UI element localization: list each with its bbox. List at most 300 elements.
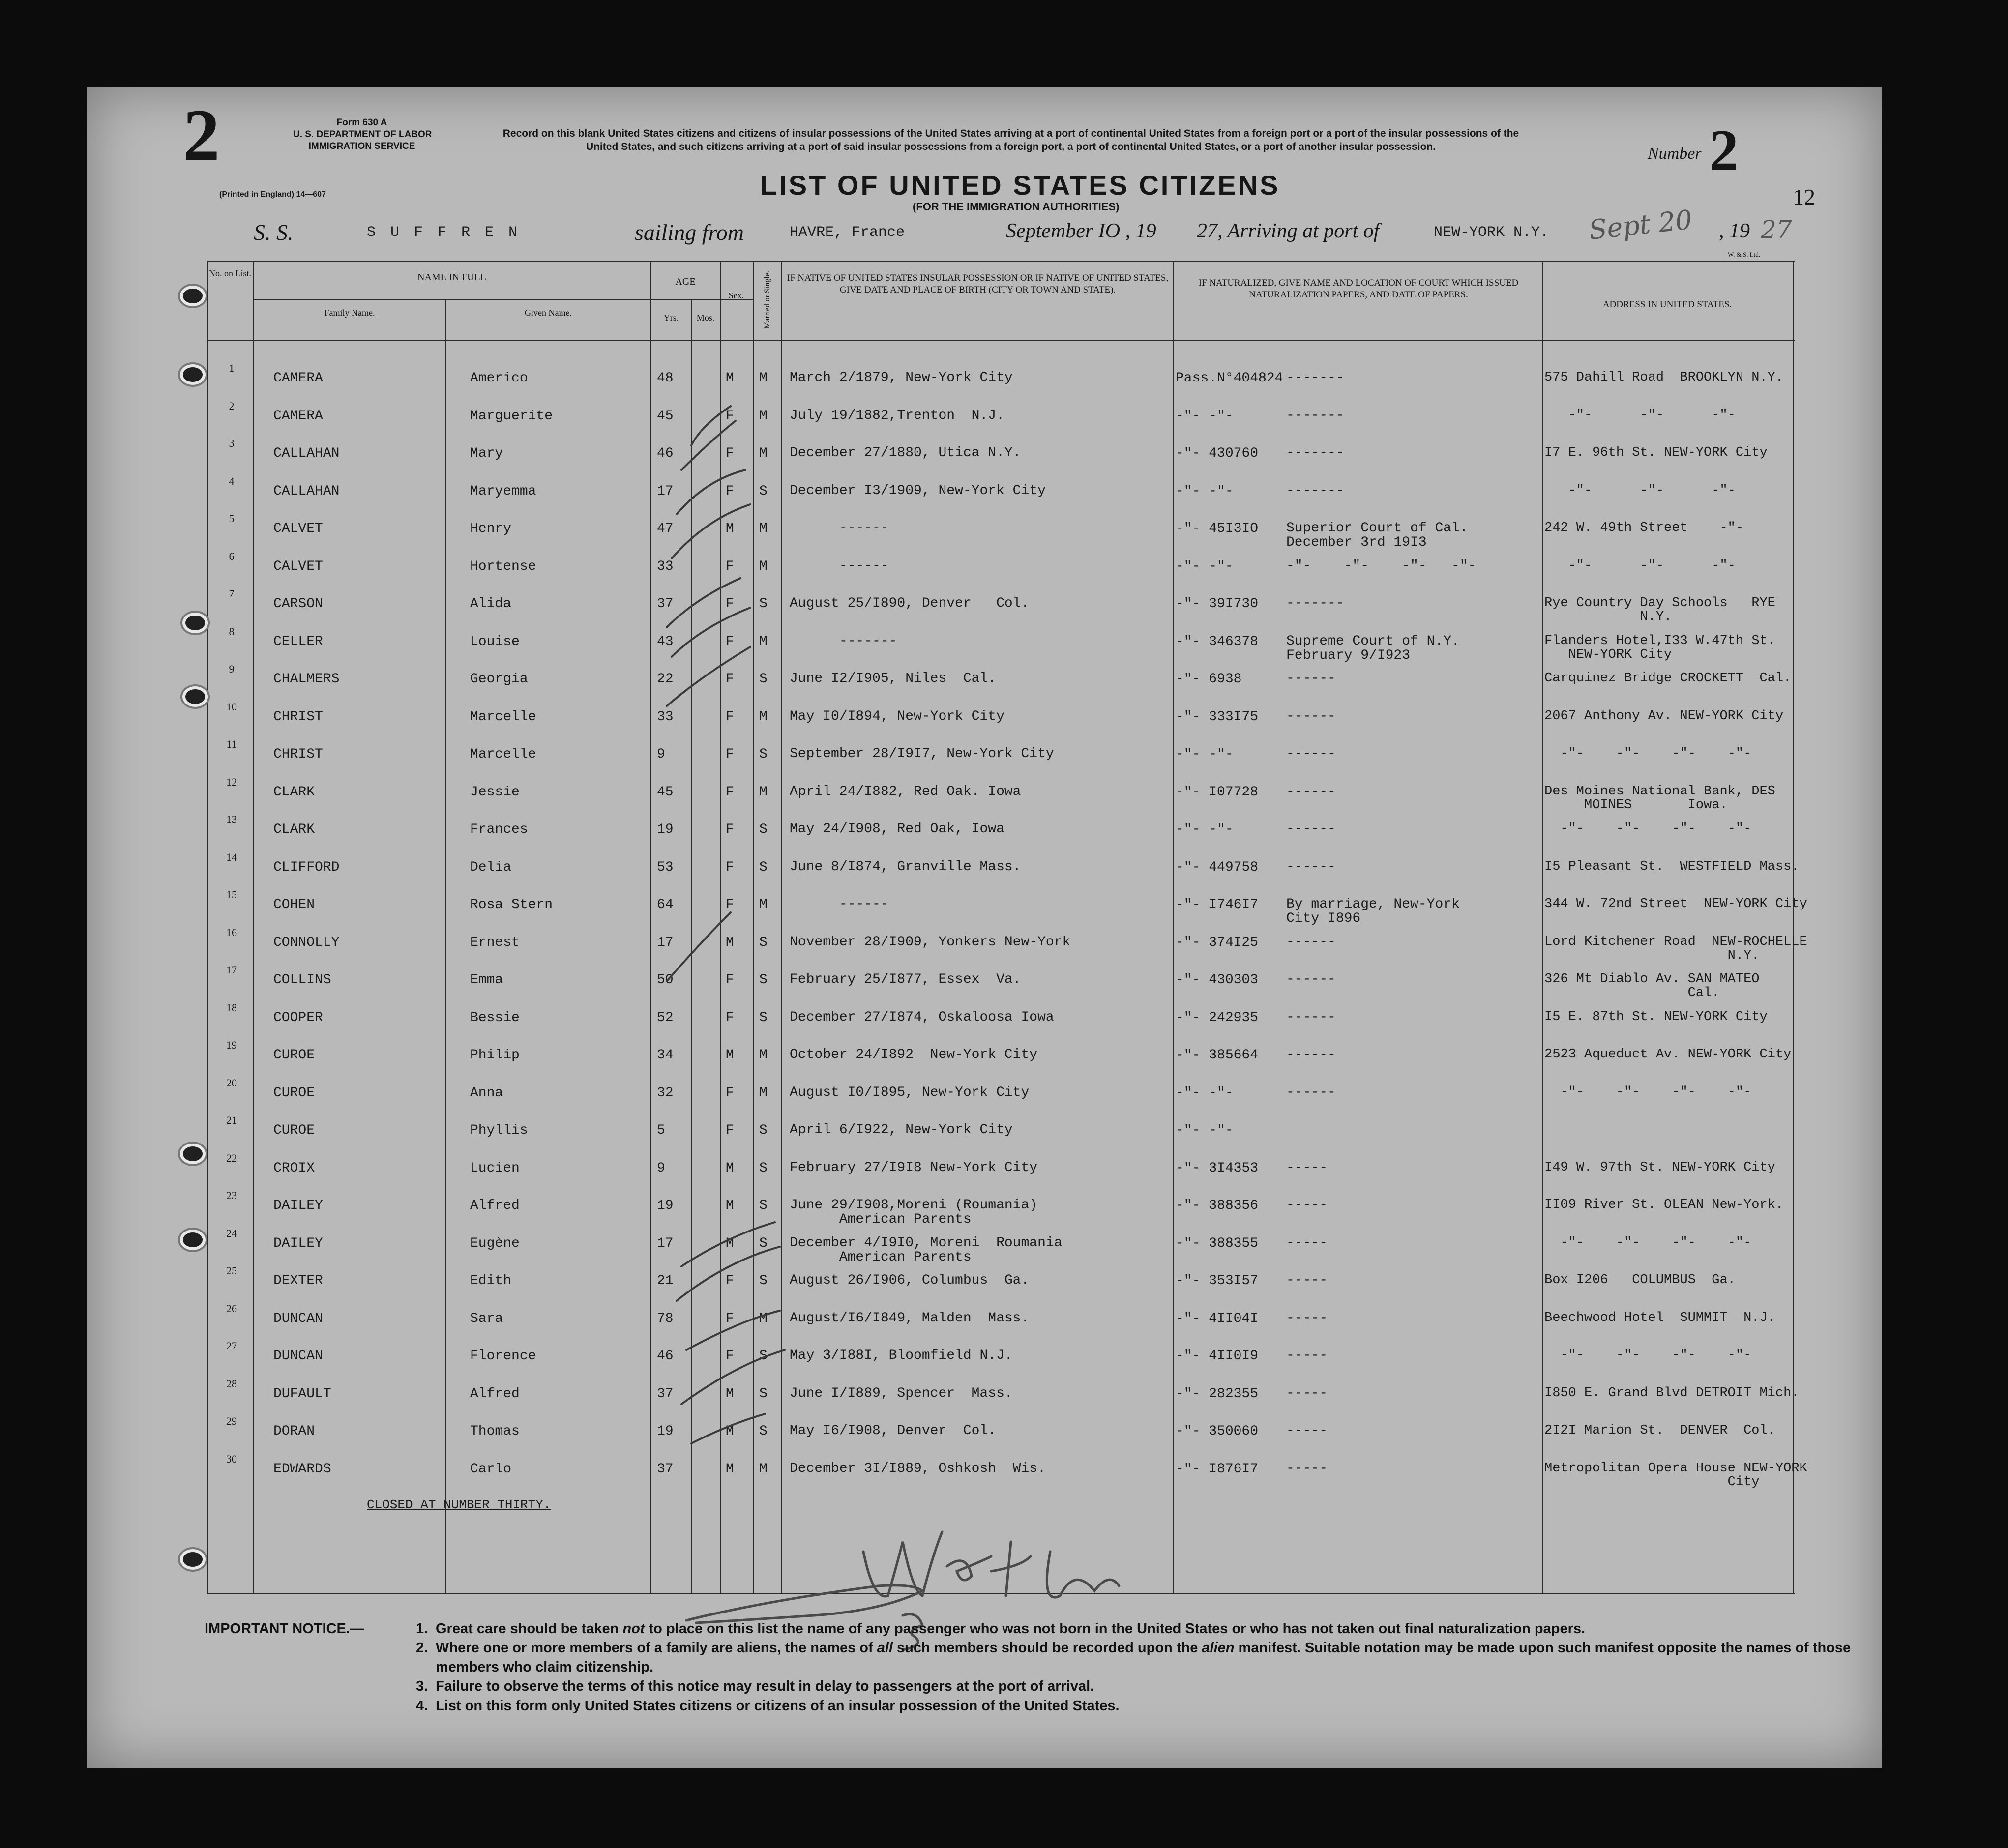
table-row xyxy=(87,625,1882,663)
table-row xyxy=(87,512,1882,550)
given-name: Delia xyxy=(470,859,512,875)
birth-info: May I6/I908, Denver Col. xyxy=(790,1423,997,1438)
birth-info: October 24/I892 New-York City xyxy=(790,1047,1038,1062)
naturalization-papers: -"- 3I4353 xyxy=(1176,1160,1259,1176)
birth-info: May 24/I908, Red Oak, Iowa xyxy=(790,821,1004,837)
marital-status: S xyxy=(759,822,768,837)
naturalization-papers: -"- 242935 xyxy=(1176,1010,1259,1026)
age-years: 22 xyxy=(657,672,674,687)
birth-info: ------ xyxy=(790,897,889,912)
address: I5 Pleasant St. WESTFIELD Mass. xyxy=(1544,859,1800,874)
birth-info: August 26/I906, Columbus Ga. xyxy=(790,1273,1030,1288)
row-number: 25 xyxy=(226,1264,237,1277)
col-header-mos: Mos. xyxy=(696,313,715,323)
notice-item xyxy=(416,1677,1866,1696)
court-info: ------- xyxy=(1286,408,1344,423)
address: 326 Mt Diablo Av. SAN MATEO Cal. xyxy=(1544,972,1760,1001)
given-name: Hortense xyxy=(470,558,536,574)
number-label: Number xyxy=(1648,145,1702,163)
court-info: ------- xyxy=(1286,483,1344,499)
sailing-date: September IO , 19 xyxy=(1006,220,1156,242)
sex: F xyxy=(726,972,734,988)
naturalization-papers: -"- 430303 xyxy=(1176,972,1259,988)
marital-status: M xyxy=(759,1461,768,1477)
address: I850 E. Grand Blvd DETROIT Mich. xyxy=(1544,1385,1800,1401)
punch-hole xyxy=(180,1144,206,1164)
sex: M xyxy=(726,371,734,386)
birth-info: April 24/I882, Red Oak. Iowa xyxy=(790,784,1021,799)
family-name: COLLINS xyxy=(273,972,331,988)
given-name: Marcelle xyxy=(470,747,536,762)
sheet-number: 12 xyxy=(1793,184,1815,209)
table-row xyxy=(87,1340,1882,1377)
address: I5 E. 87th St. NEW-YORK City xyxy=(1544,1009,1768,1025)
age-years: 46 xyxy=(657,1349,674,1364)
age-years: 37 xyxy=(657,596,674,612)
notice-item xyxy=(416,1697,1866,1716)
marital-status: S xyxy=(759,1273,768,1289)
family-name: CALLAHAN xyxy=(273,483,340,499)
arriving-label: , Arriving at port of xyxy=(1217,220,1380,242)
birth-info: December 27/I874, Oskaloosa Iowa xyxy=(790,1009,1054,1025)
given-name: Louise xyxy=(470,634,520,649)
row-number: 27 xyxy=(226,1340,237,1352)
age-years: 48 xyxy=(657,371,674,386)
table-row xyxy=(87,1001,1882,1039)
sex: F xyxy=(726,897,734,912)
col-header-yrs: Yrs. xyxy=(663,313,679,323)
arrival-year: 27 xyxy=(1761,215,1792,244)
marital-status: M xyxy=(759,408,768,424)
col-header-birth: IF NATIVE OF UNITED STATES INSULAR POSSESSION OR IF NATIVE OF UNITED STATES, GIVE DATE AND PLACE OF BIRTH (CITY OR TOWN AND STATE). xyxy=(787,273,1169,295)
row-number: 2 xyxy=(229,399,235,412)
age-years: 19 xyxy=(657,1198,674,1213)
form-title: LIST OF UNITED STATES CITIZENS xyxy=(760,170,1280,201)
table-row xyxy=(87,1189,1882,1227)
court-info: ------ xyxy=(1286,708,1336,724)
court-info: ----- xyxy=(1286,1348,1328,1363)
port-from: HAVRE, France xyxy=(790,224,905,241)
given-name: Rosa Stern xyxy=(470,897,553,912)
address: Metropolitan Opera House NEW-YORK City xyxy=(1544,1461,1807,1490)
naturalization-papers: -"- 333I75 xyxy=(1176,709,1259,725)
marital-status: S xyxy=(759,1010,768,1026)
notice-text-part: Great care should be taken xyxy=(436,1621,623,1637)
given-name: Georgia xyxy=(470,672,528,687)
address: -"- -"- -"- -"- xyxy=(1544,821,1752,836)
naturalization-papers: Pass.N°404824 xyxy=(1176,371,1283,386)
age-years: 33 xyxy=(657,558,674,574)
form-line: Form 630 A xyxy=(336,117,387,128)
family-name: DEXTER xyxy=(273,1273,323,1289)
address: -"- -"- -"- xyxy=(1544,408,1736,423)
marital-status: S xyxy=(759,672,768,687)
court-info: ----- xyxy=(1286,1310,1328,1326)
notice-text-part: not xyxy=(622,1621,645,1637)
punch-hole xyxy=(180,364,206,385)
address: I49 W. 97th St. NEW-YORK City xyxy=(1544,1160,1775,1175)
family-name: DAILEY xyxy=(273,1235,323,1251)
birth-info: September 28/I9I7, New-York City xyxy=(790,746,1054,762)
age-years: 47 xyxy=(657,521,674,536)
given-name: Marguerite xyxy=(470,408,553,424)
row-number: 4 xyxy=(229,474,235,487)
marital-status: M xyxy=(759,1048,768,1063)
court-info: ------ xyxy=(1286,784,1336,799)
family-name: CLARK xyxy=(273,822,315,837)
arrival-year-prefix: , 19 xyxy=(1719,220,1750,242)
marital-status: M xyxy=(759,558,768,574)
naturalization-papers: -"- -"- xyxy=(1176,408,1234,424)
family-name: CAMERA xyxy=(273,408,323,424)
family-name: CLIFFORD xyxy=(273,859,340,875)
court-info: ------ xyxy=(1286,972,1336,987)
subheader-rule xyxy=(253,299,753,300)
family-name: CHRIST xyxy=(273,747,323,762)
court-info: By marriage, New-York City I896 xyxy=(1286,897,1460,927)
table-row xyxy=(87,663,1882,700)
given-name: Mary xyxy=(470,446,503,461)
court-info: ----- xyxy=(1286,1198,1328,1213)
row-number: 3 xyxy=(229,437,235,449)
sex: F xyxy=(726,1311,734,1326)
address: Box I206 COLUMBUS Ga. xyxy=(1544,1273,1736,1288)
marital-status: S xyxy=(759,483,768,499)
given-name: Philip xyxy=(470,1048,520,1063)
court-info: Supreme Court of N.Y. February 9/I923 xyxy=(1286,633,1460,663)
address: I7 E. 96th St. NEW-YORK City xyxy=(1544,445,1768,460)
naturalization-papers: -"- 39I730 xyxy=(1176,596,1259,612)
court-info: ------- xyxy=(1286,596,1344,611)
court-info: ----- xyxy=(1286,1423,1328,1438)
age-years: 19 xyxy=(657,1424,674,1439)
address: Lord Kitchener Road NEW-ROCHELLE N.Y. xyxy=(1544,934,1807,963)
sex: F xyxy=(726,709,734,725)
age-years: 17 xyxy=(657,483,674,499)
age-years: 33 xyxy=(657,709,674,725)
row-number: 9 xyxy=(229,663,235,675)
court-info: ------ xyxy=(1286,1085,1336,1100)
sex: F xyxy=(726,1349,734,1364)
col-header-given: Given Name. xyxy=(525,308,572,318)
table-row xyxy=(87,701,1882,738)
court-info: ------- xyxy=(1286,370,1344,385)
family-name: DUNCAN xyxy=(273,1349,323,1364)
birth-info: March 2/1879, New-York City xyxy=(790,370,1013,385)
given-name: Henry xyxy=(470,521,512,536)
marital-status: S xyxy=(759,1235,768,1251)
marital-status: S xyxy=(759,1386,768,1402)
naturalization-papers: -"- I876I7 xyxy=(1176,1461,1259,1477)
birth-info: December 3I/I889, Oshkosh Wis. xyxy=(790,1461,1046,1476)
court-info: ------- xyxy=(1286,445,1344,461)
table-row xyxy=(87,437,1882,474)
address: -"- -"- -"- -"- xyxy=(1544,1348,1752,1363)
age-years: 5 xyxy=(657,1123,665,1138)
notice-item-number: 3. xyxy=(416,1678,428,1695)
notice-text-part: Where one or more members of a family are aliens, the names of xyxy=(436,1640,877,1656)
court-info: -"- -"- -"- -"- xyxy=(1286,558,1476,574)
naturalization-papers: -"- 346378 xyxy=(1176,634,1259,649)
given-name: Anna xyxy=(470,1085,503,1101)
naturalization-papers: -"- 374I25 xyxy=(1176,935,1259,950)
marital-status: M xyxy=(759,446,768,461)
naturalization-papers: -"- 350060 xyxy=(1176,1424,1259,1439)
age-years: 45 xyxy=(657,784,674,800)
col-header-name: NAME IN FULL xyxy=(417,272,486,283)
form-subtitle: (FOR THE IMMIGRATION AUTHORITIES) xyxy=(913,201,1120,213)
row-number: 24 xyxy=(226,1227,237,1239)
ship-name: S U F F R E N xyxy=(367,224,521,241)
address: -"- -"- -"- -"- xyxy=(1544,1235,1752,1250)
marital-status: M xyxy=(759,1085,768,1101)
row-number: 5 xyxy=(229,512,235,525)
notice-item xyxy=(416,1619,1866,1639)
number-value: 2 xyxy=(1709,117,1739,183)
table-row xyxy=(87,776,1882,813)
birth-info: June I2/I905, Niles Cal. xyxy=(790,671,997,686)
notice-text-part: to place on this list the name of any passenger who was not born in the United States or who has not taken out final naturalization papers. xyxy=(645,1621,1586,1637)
age-years: 52 xyxy=(657,1010,674,1026)
family-name: CONNOLLY xyxy=(273,935,340,950)
age-years: 21 xyxy=(657,1273,674,1289)
marital-status: S xyxy=(759,596,768,612)
naturalization-papers: -"- 388356 xyxy=(1176,1198,1259,1213)
marital-status: S xyxy=(759,972,768,988)
table-row xyxy=(87,964,1882,1001)
col-header-sex: Sex. xyxy=(728,291,744,300)
given-name: Sara xyxy=(470,1311,503,1326)
sex: F xyxy=(726,596,734,612)
address: -"- -"- -"- -"- xyxy=(1544,1085,1752,1100)
sex: F xyxy=(726,672,734,687)
sex: F xyxy=(726,747,734,762)
naturalization-papers: -"- 353I57 xyxy=(1176,1273,1259,1289)
naturalization-papers: -"- 282355 xyxy=(1176,1386,1259,1402)
family-name: CALVET xyxy=(273,558,323,574)
naturalization-papers: -"- 388355 xyxy=(1176,1235,1259,1251)
table-row xyxy=(87,1227,1882,1264)
col-header-naturalized: IF NATURALIZED, GIVE NAME AND LOCATION OF COURT WHICH ISSUED NATURALIZATION PAPERS, AND DATE OF PAPERS. xyxy=(1198,278,1519,300)
notice-item-text xyxy=(436,1619,1585,1639)
notice-heading: IMPORTANT NOTICE.— xyxy=(205,1621,364,1637)
court-info: ------ xyxy=(1286,1047,1336,1062)
family-name: CALLAHAN xyxy=(273,446,340,461)
age-years: 19 xyxy=(657,822,674,837)
given-name: Alfred xyxy=(470,1386,520,1402)
notice-text-part: List on this form only United States citizens or citizens of an insular possession of the United States. xyxy=(436,1698,1120,1714)
address: Rye Country Day Schools RYE N.Y. xyxy=(1544,596,1775,625)
printed-note: (Printed in England) 14—607 xyxy=(219,190,326,199)
row-number: 19 xyxy=(226,1039,237,1051)
notice-text-part: manifest. Suitable notation may be made upon such manifest opposite the names of those members who claim citizenship. xyxy=(436,1640,1851,1675)
marital-status: M xyxy=(759,371,768,386)
arrival-date-handwritten: Sept 20 xyxy=(1587,204,1694,246)
address: Flanders Hotel,I33 W.47th St. NEW-YORK City xyxy=(1544,633,1775,662)
family-name: DUNCAN xyxy=(273,1311,323,1326)
family-name: CARSON xyxy=(273,596,323,612)
marital-status: S xyxy=(759,1198,768,1213)
table-row xyxy=(87,1039,1882,1076)
marital-status: S xyxy=(759,1160,768,1176)
birth-info: ------ xyxy=(790,521,889,536)
given-name: Frances xyxy=(470,822,528,837)
table-row xyxy=(87,851,1882,888)
col-header-family: Family Name. xyxy=(324,308,375,318)
table-row xyxy=(87,1415,1882,1452)
sex: M xyxy=(726,1386,734,1402)
naturalization-papers: -"- -"- xyxy=(1176,747,1234,762)
sex: F xyxy=(726,822,734,837)
table-row xyxy=(87,738,1882,775)
birth-info: June 8/I874, Granville Mass. xyxy=(790,859,1021,875)
address: Beechwood Hotel SUMMIT N.J. xyxy=(1544,1310,1775,1325)
row-number: 1 xyxy=(229,362,235,374)
punch-hole xyxy=(182,686,208,707)
row-number: 17 xyxy=(226,964,237,976)
row-number: 26 xyxy=(226,1302,237,1315)
birth-info: April 6/I922, New-York City xyxy=(790,1122,1013,1138)
given-name: Jessie xyxy=(470,784,520,800)
col-header-married: Married or Single. xyxy=(763,271,771,329)
naturalization-papers: -"- 449758 xyxy=(1176,859,1259,875)
row-number: 22 xyxy=(226,1151,237,1164)
important-notice xyxy=(205,1619,1866,1716)
court-info: ------ xyxy=(1286,1009,1336,1025)
age-years: 45 xyxy=(657,408,674,424)
notice-item-number: 4. xyxy=(416,1698,428,1714)
notice-item-text xyxy=(436,1639,1866,1677)
manifest-page xyxy=(87,87,1882,1768)
family-name: DORAN xyxy=(273,1424,315,1439)
naturalization-papers: -"- 4II04I xyxy=(1176,1311,1259,1326)
naturalization-papers: -"- 430760 xyxy=(1176,446,1259,461)
age-years: 9 xyxy=(657,747,665,762)
row-number: 29 xyxy=(226,1415,237,1427)
family-name: CAMERA xyxy=(273,371,323,386)
naturalization-papers: -"- 45I3IO xyxy=(1176,521,1259,536)
birth-info: ------- xyxy=(790,633,897,649)
marital-status: S xyxy=(759,747,768,762)
naturalization-papers: -"- -"- xyxy=(1176,822,1234,837)
given-name: Ernest xyxy=(470,935,520,950)
sailing-from-label: sailing from xyxy=(635,220,744,245)
given-name: Edith xyxy=(470,1273,512,1289)
table-row xyxy=(87,1264,1882,1302)
given-name: Bessie xyxy=(470,1010,520,1026)
age-years: 37 xyxy=(657,1461,674,1477)
table-row xyxy=(87,1114,1882,1151)
row-number: 21 xyxy=(226,1114,237,1126)
court-info: ----- xyxy=(1286,1273,1328,1288)
table-row xyxy=(87,550,1882,587)
address: 2067 Anthony Av. NEW-YORK City xyxy=(1544,708,1784,724)
notice-items xyxy=(416,1619,1866,1716)
notice-item xyxy=(416,1639,1866,1677)
notice-item-text xyxy=(436,1697,1120,1716)
given-name: Thomas xyxy=(470,1424,520,1439)
court-info: ----- xyxy=(1286,1160,1328,1175)
sex: M xyxy=(726,521,734,536)
age-years: 46 xyxy=(657,446,674,461)
birth-info: ------ xyxy=(790,558,889,574)
naturalization-papers: -"- I746I7 xyxy=(1176,897,1259,912)
sex: M xyxy=(726,1235,734,1251)
table-row xyxy=(87,475,1882,512)
table-row xyxy=(87,888,1882,926)
marital-status: S xyxy=(759,859,768,875)
sex: M xyxy=(726,1461,734,1477)
court-info: ------ xyxy=(1286,859,1336,875)
marital-status: M xyxy=(759,1311,768,1326)
address: II09 River St. OLEAN New-York. xyxy=(1544,1198,1784,1212)
age-years: 37 xyxy=(657,1386,674,1402)
notice-text-part: Failure to observe the terms of this notice may result in delay to passengers at the port of arrival. xyxy=(436,1678,1094,1695)
sex: F xyxy=(726,634,734,649)
sex: M xyxy=(726,1424,734,1439)
court-info: ------ xyxy=(1286,934,1336,950)
given-name: Marcelle xyxy=(470,709,536,725)
address: Des Moines National Bank, DES MOINES Iowa. xyxy=(1544,784,1775,813)
sex: F xyxy=(726,1273,734,1289)
family-name: CROIX xyxy=(273,1160,315,1176)
row-number: 8 xyxy=(229,625,235,638)
naturalization-papers: -"- -"- xyxy=(1176,1085,1234,1101)
given-name: Maryemma xyxy=(470,483,536,499)
age-years: 17 xyxy=(657,1235,674,1251)
court-info: ------ xyxy=(1286,671,1336,686)
check-marks xyxy=(652,352,849,1581)
row-number: 20 xyxy=(226,1076,237,1089)
row-number: 11 xyxy=(226,738,237,750)
sex: F xyxy=(726,784,734,800)
family-name: CHRIST xyxy=(273,709,323,725)
sex: M xyxy=(726,1160,734,1176)
row-number: 30 xyxy=(226,1452,237,1465)
naturalization-papers: -"- 385664 xyxy=(1176,1048,1259,1063)
marital-status: M xyxy=(759,521,768,536)
family-name: CALVET xyxy=(273,521,323,536)
punch-hole xyxy=(180,1230,206,1250)
age-years: 43 xyxy=(657,634,674,649)
marital-status: S xyxy=(759,1424,768,1439)
table-row xyxy=(87,1152,1882,1189)
age-years: 17 xyxy=(657,935,674,950)
family-name: CUROE xyxy=(273,1085,315,1101)
naturalization-papers: -"- -"- xyxy=(1176,1123,1234,1138)
marital-status: M xyxy=(759,709,768,725)
sex: F xyxy=(726,1123,734,1138)
family-name: CELLER xyxy=(273,634,323,649)
sex: F xyxy=(726,859,734,875)
table-row xyxy=(87,813,1882,851)
court-info: ----- xyxy=(1286,1235,1328,1251)
birth-info: February 25/I877, Essex Va. xyxy=(790,972,1021,987)
row-number: 15 xyxy=(226,888,237,901)
notice-text-part: alien xyxy=(1202,1640,1235,1656)
table-row xyxy=(87,362,1882,399)
ss-label: S. S. xyxy=(254,220,294,245)
address: -"- -"- -"- -"- xyxy=(1544,746,1752,761)
table-row xyxy=(87,587,1882,625)
family-name: CLARK xyxy=(273,784,315,800)
row-number: 6 xyxy=(229,550,235,562)
naturalization-papers: -"- I07728 xyxy=(1176,784,1259,800)
record-instruction: Record on this blank United States citizens and citizens of insular possessions of the United States arriving at a port of continental United States from a foreign port or a port of the insular possessions of the United States, and such citizens arriving at a port of said insular possessions from a foreign port, a port of continental United States, or a port of another insular possession. xyxy=(502,128,1519,153)
row-number: 28 xyxy=(226,1377,237,1390)
sex: F xyxy=(726,1010,734,1026)
row-number: 10 xyxy=(226,700,237,713)
